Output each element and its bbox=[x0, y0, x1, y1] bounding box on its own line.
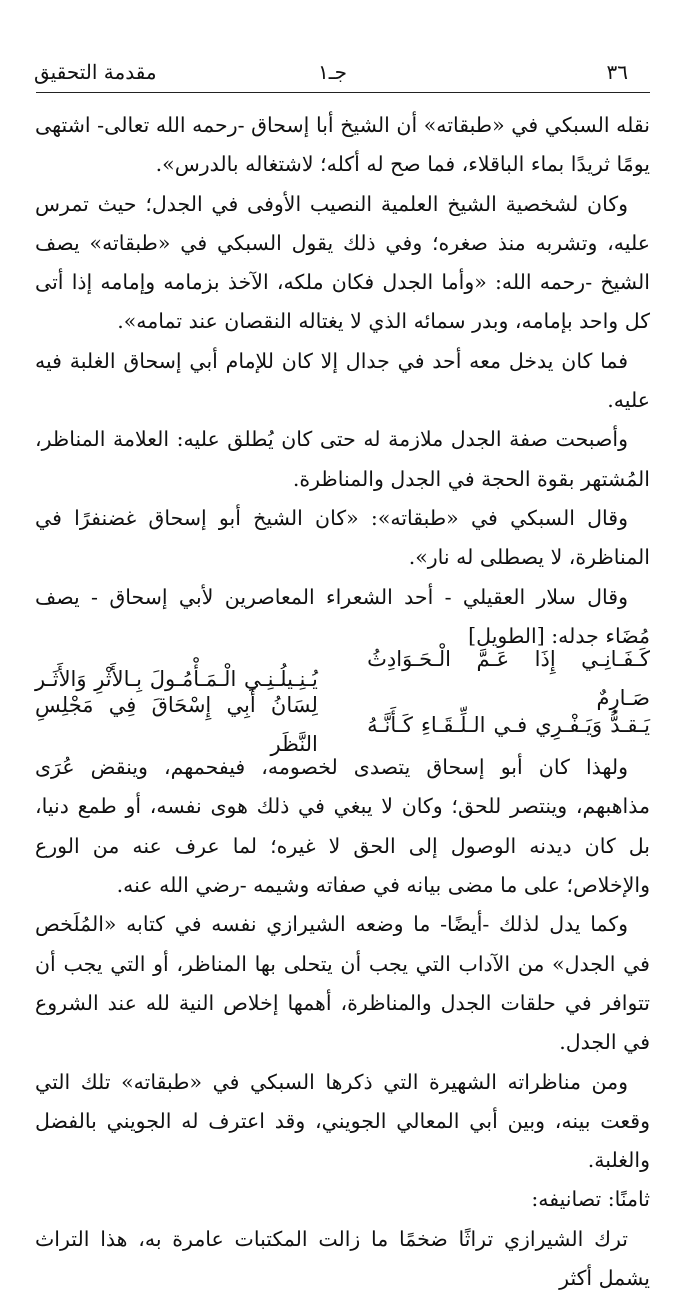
header-rule bbox=[36, 92, 650, 93]
paragraph-10: ترك الشيرازي تراثًا ضخمًا ما زالت المكتبات عامرة به، هذا التراث يشمل أكثر bbox=[35, 1226, 650, 1291]
verse-1-second-hemistich: يُـنِـيلُـنِـي الْـمَـأْمُـولَ بِـالأَثْرِ وَالأَثَـر bbox=[35, 666, 318, 691]
page-number: ٣٦ bbox=[606, 60, 628, 84]
poem-verse-2 bbox=[35, 692, 650, 757]
paragraph-3: فما كان يدخل معه أحد في جدال إلا كان للإمام أبي إسحاق الغلبة فيه عليه. bbox=[35, 348, 650, 413]
verse-2-first-hemistich: يَـقـدُّ وَيَـفْـرِي فـي الـلِّـقَـاءِ كَـأَنَّـهُ bbox=[367, 712, 650, 737]
volume-label: جـ١ bbox=[318, 60, 347, 84]
running-title: مقدمة التحقيق bbox=[34, 60, 157, 84]
paragraph-5: وقال السبكي في «طبقاته»: «كان الشيخ أبو إسحاق غضنفرًا في المناظرة، لا يصطلى له نار». bbox=[35, 505, 650, 570]
section-heading: ثامنًا: تصانيفه: bbox=[531, 1187, 650, 1212]
verse-1-first-hemistich: كَـفَـانِـي إِذَا عَـمَّ الْـحَـوَادِثُ صَـارِمٌ bbox=[367, 646, 650, 711]
paragraph-1: نقله السبكي في «طبقاته» أن الشيخ أبا إسحاق -رحمه الله تعالى- اشتهى يومًا ثريدًا بماء الباقلاء، فما صح له أكله؛ لاشتغاله بالدرس». bbox=[35, 113, 650, 177]
page-body bbox=[35, 106, 650, 1298]
paragraph-8: وكما يدل لذلك -أيضًا- ما وضعه الشيرازي نفسه في كتابه «المُلَخص في الجدل» من الآداب التي يجب أن يتحلى بها المناظر، أو التي يجب أن تتوافر في حلقات الجدل والمناظرة، أهمها إخلاص النية لله عند الشروع في الجدل. bbox=[35, 912, 650, 1055]
paragraph-6: وقال سلار العقيلي - أحد الشعراء المعاصرين لأبي إسحاق - يصف مُضَاء جدله: [الطويل] bbox=[35, 584, 650, 648]
paragraph-4: وأصبحت صفة الجدل ملازمة له حتى كان يُطلق عليه: العلامة المناظر، المُشتهر بقوة الحجة في الجدل والمناظرة. bbox=[35, 427, 650, 491]
verse-2-second-hemistich: لِسَانُ أَبِي إِسْحَاقَ فِي مَجْلِسِ النَّظَر bbox=[35, 692, 318, 757]
paragraph-7: ولهذا كان أبو إسحاق يتصدى لخصومه، فيفحمهم، وينقض عُرَى مذاهبهم، وينتصر للحق؛ وكان لا يبغي في ذلك هوى نفسه، أو طمع دنيا، بل كان ديدنه الوصول إلى الحق لا غيره؛ لما عرف عنه من الورع والإخلاص؛ على ما مضى بيانه في صفاته وشيمه -رضي الله عنه. bbox=[35, 755, 650, 898]
paragraph-2: وكان لشخصية الشيخ العلمية النصيب الأوفى في الجدل؛ حيث تمرس عليه، وتشربه منذ صغره؛ وفي ذلك يقول السبكي في «طبقاته» يصف الشيخ -رحمه الله: «وأما الجدل فكان ملكه، الآخذ بزمامه وإمامه إذا أتى كل واحد بإمامه، وبدر سمائه الذي لا يغتاله النقصان عند تمامه». bbox=[35, 191, 650, 334]
paragraph-9: ومن مناظراته الشهيرة التي ذكرها السبكي في «طبقاته» تلك التي وقعت بينه، وبين أبي المعالي الجويني، وقد اعترف له الجويني بالفضل والغلبة. bbox=[35, 1069, 650, 1173]
